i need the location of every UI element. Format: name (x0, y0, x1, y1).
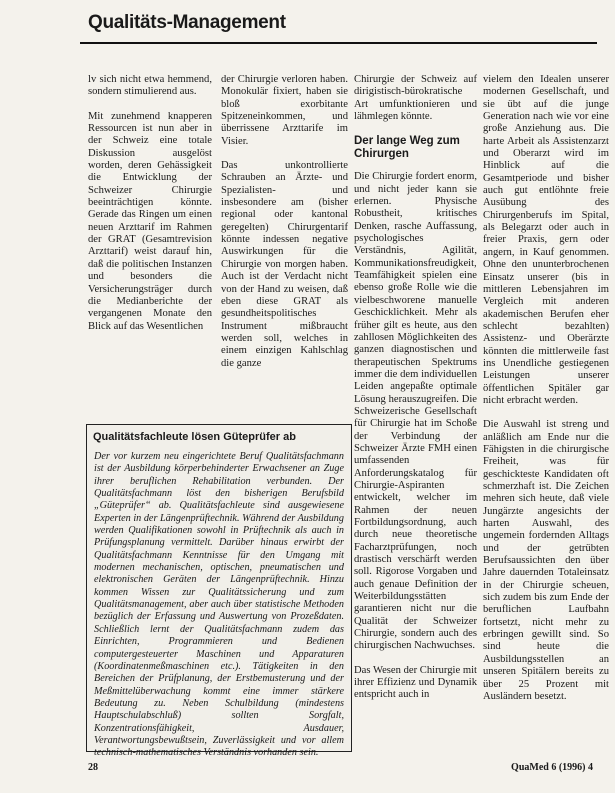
page-title: Qualitäts-Management (88, 12, 286, 33)
title-rule (80, 42, 597, 44)
paragraph: lv sich nicht etwa hemmend, sondern stimulierend aus. (88, 74, 212, 98)
section-heading: Der lange Weg zum Chirurgen (354, 135, 460, 161)
column-1 (88, 74, 212, 333)
paragraph: Die Auswahl ist streng und anläßlich am Ende nur die Fähigsten in die chirurgische Freiheit, was für geschickteste Kandidaten oft schmerzhaft ist. Die Zeichen mehren sich heute, daß viele Jungärzte angesichts der harten Auswahl, des ungemein fordernden Alltags und der getrübten Berufsaussichten den über Jahre dauernden Totaleinsatz in der Chirurgie scheuen, sich zudem bis zum Ende der beruflichen Laufbahn fortsetzt, nicht mehr zu erbringen gewillt sind. So sind heute die Ausbildungsstellen an unseren Spitälern bereits zu über 25 Prozent mit Ausländern besetzt. (483, 419, 609, 702)
paragraph: Chirurgie der Schweiz auf dirigistisch-bürokratische Art umfunktionieren und lähmlegen könnte. (354, 74, 477, 123)
paragraph: vielem den Idealen unserer modernen Gesellschaft, und sie übt auf die junge Generation nach wie vor eine große Anziehung aus. Die harte Arbeit als Assistenzarzt und Oberarzt wird im Hinblick auf die Gesamtperiode und bisher auch gut entlöhnte freie Ausübung des Chirurgenberufs im Spital, als Belegarzt oder auch in freier Praxis, gern oder angern, in Kauf genommen. Ohne den ununterbrochenen Einsatz unserer (bis in mittleren Lebensjahren im Vergleich mit anderen akademischen Berufen eher schlecht bezahlten) Assistenz- und Oberärzte könnten die mittlerweile fast ins Unendliche gestiegenen Leistungen unserer öffentlichen Spitäler gar nicht erbracht werden. (483, 74, 609, 406)
page-number: 28 (88, 762, 98, 773)
paragraph: Das unkontrollierte Schrauben an Ärzte- und Spezialisten- und insbesondere am (bisher regional oder kantonal geregelten) Chirurgentarif könnte indessen negative Auswirkungen für die Chirurgie von morgen haben. Auch ist der Verdacht nicht von der Hand zu weisen, daß eben diese GRAT als gesundheitspolitisches Instrument mißbraucht werden soll, welches in einem einzigen Kahlschlag die ganze (221, 160, 348, 369)
column-4 (483, 74, 609, 703)
sidebar-box (86, 424, 352, 759)
box-text: Der vor kurzem neu eingerichtete Beruf Qualitätsfachmann ist der Ausbildung körperbehinderter Erwachsener an Zuge ihrer beruflichen Rehabilitation verbunden. Der Qualitätsfachmann löst den bisherigen Berufsbild „Güteprüfer“ ab. Qualitätsfachleute sind ausgewiesene Experten in der Längenprüftechnik. Während der Ausbildung werden Qualifikationen sowohl in Prüftechnik als auch in Prüfungsplanung vermittelt. Darüber hinaus erwirbt der Qualitätsfachmann Kenntnisse für den Umgang mit modernen mechanischen, optischen, pneumatischen und elektronischen Geräten der Längenprüftechnik. Hinzu kommen Wissen zur Qualitätssicherung und zum Qualitätsmanagement, aber auch über statistische Methoden bezüglich der Erfassung und Auswertung von Prozeßdaten. Schließlich lernt der Qualitätsfachmann zudem das Einrichten, Programmieren und Bedienen computergesteuerter Maschinen und Apparaturen (Koordinatenmeßmaschinen etc.). Tätigkeiten in den Bereichen der Prüfplanung, der Erstbemusterung und der Meßmittelüberwachung kommt eine immer stärkere Bedeutung zu. Neben Schulbildung (mindestens Hauptschulabschluß) sollten Sorgfalt, Konzentrationsfähigkeit, Ausdauer, Verantwortungsbewußtsein, Zuverlässigkeit und vor allem technisch-mathematisches Verständnis vorhanden sein. (94, 451, 344, 759)
column-3 (354, 74, 477, 702)
column-2 (221, 74, 348, 370)
paragraph: Die Chirurgie fordert enorm, und nicht jeder kann sie erlernen. Physische Robustheit, kritisches Denken, rasche Auffassung, psychologisches Verständnis, Agilität, Kommunikationsfreudigkeit, Teamfähigkeit spielen eine ebenso große Rolle wie die vielbeschworene manuelle Geschicklichkeit. Mehr als früher gilt es heute, aus den zahllosen Möglichkeiten des ganzen diagnostischen und therapeutischen Spektrums immer die dem individuellen Leiden angepaßte optimale Lösung herauszugreifen. Die Schweizerische Gesellschaft für Chirurgie hat im Schoße der Verbindung der Schweizer Ärzte FMH einen umfassenden Anforderungskatalog für Chirurgie-Aspiranten entwickelt, welcher im Rahmen der neuen Fortbildungsordnung, auch durch neue theoretische Facharztprüfungen, noch drastisch verschärft werden soll. Rigorose Vorgaben und auch genaue Definition der Weiterbildungsstätten garantieren nicht nur die Qualität der Schweizer Chirurgie, sondern auch des chirurgischen Nachwuchses. (354, 171, 477, 652)
journal-reference: QuaMed 6 (1996) 4 (511, 762, 593, 773)
paragraph: Das Wesen der Chirurgie mit ihrer Effizienz und Dynamik entspricht auch in (354, 664, 477, 701)
paragraph: der Chirurgie verloren haben. Monokulär fixiert, haben sie bloß exorbitante Spitzeneinkommen, und überrissene Arzttarife im Visier. (221, 74, 348, 147)
box-title: Qualitätsfachleute lösen Güteprüfer ab (93, 431, 296, 443)
paragraph: Mit zunehmend knapperen Ressourcen ist nun aber in der Schweiz eine totale Diskussion ausgelöst worden, deren Gehässigkeit die Entwicklung der Schweizer Chirurgie beeinträchtigen könnte. Gerade das Ringen um einen neuen Arzttarif im Rahmen der GRAT (Gesamtrevision Arzttarif) weist darauf hin, daß die politischen Instanzen und besonders die Versicherungsträger durch die Medianberichte der vergangenen Monate den Blick auf das Wesentlichen (88, 110, 212, 332)
